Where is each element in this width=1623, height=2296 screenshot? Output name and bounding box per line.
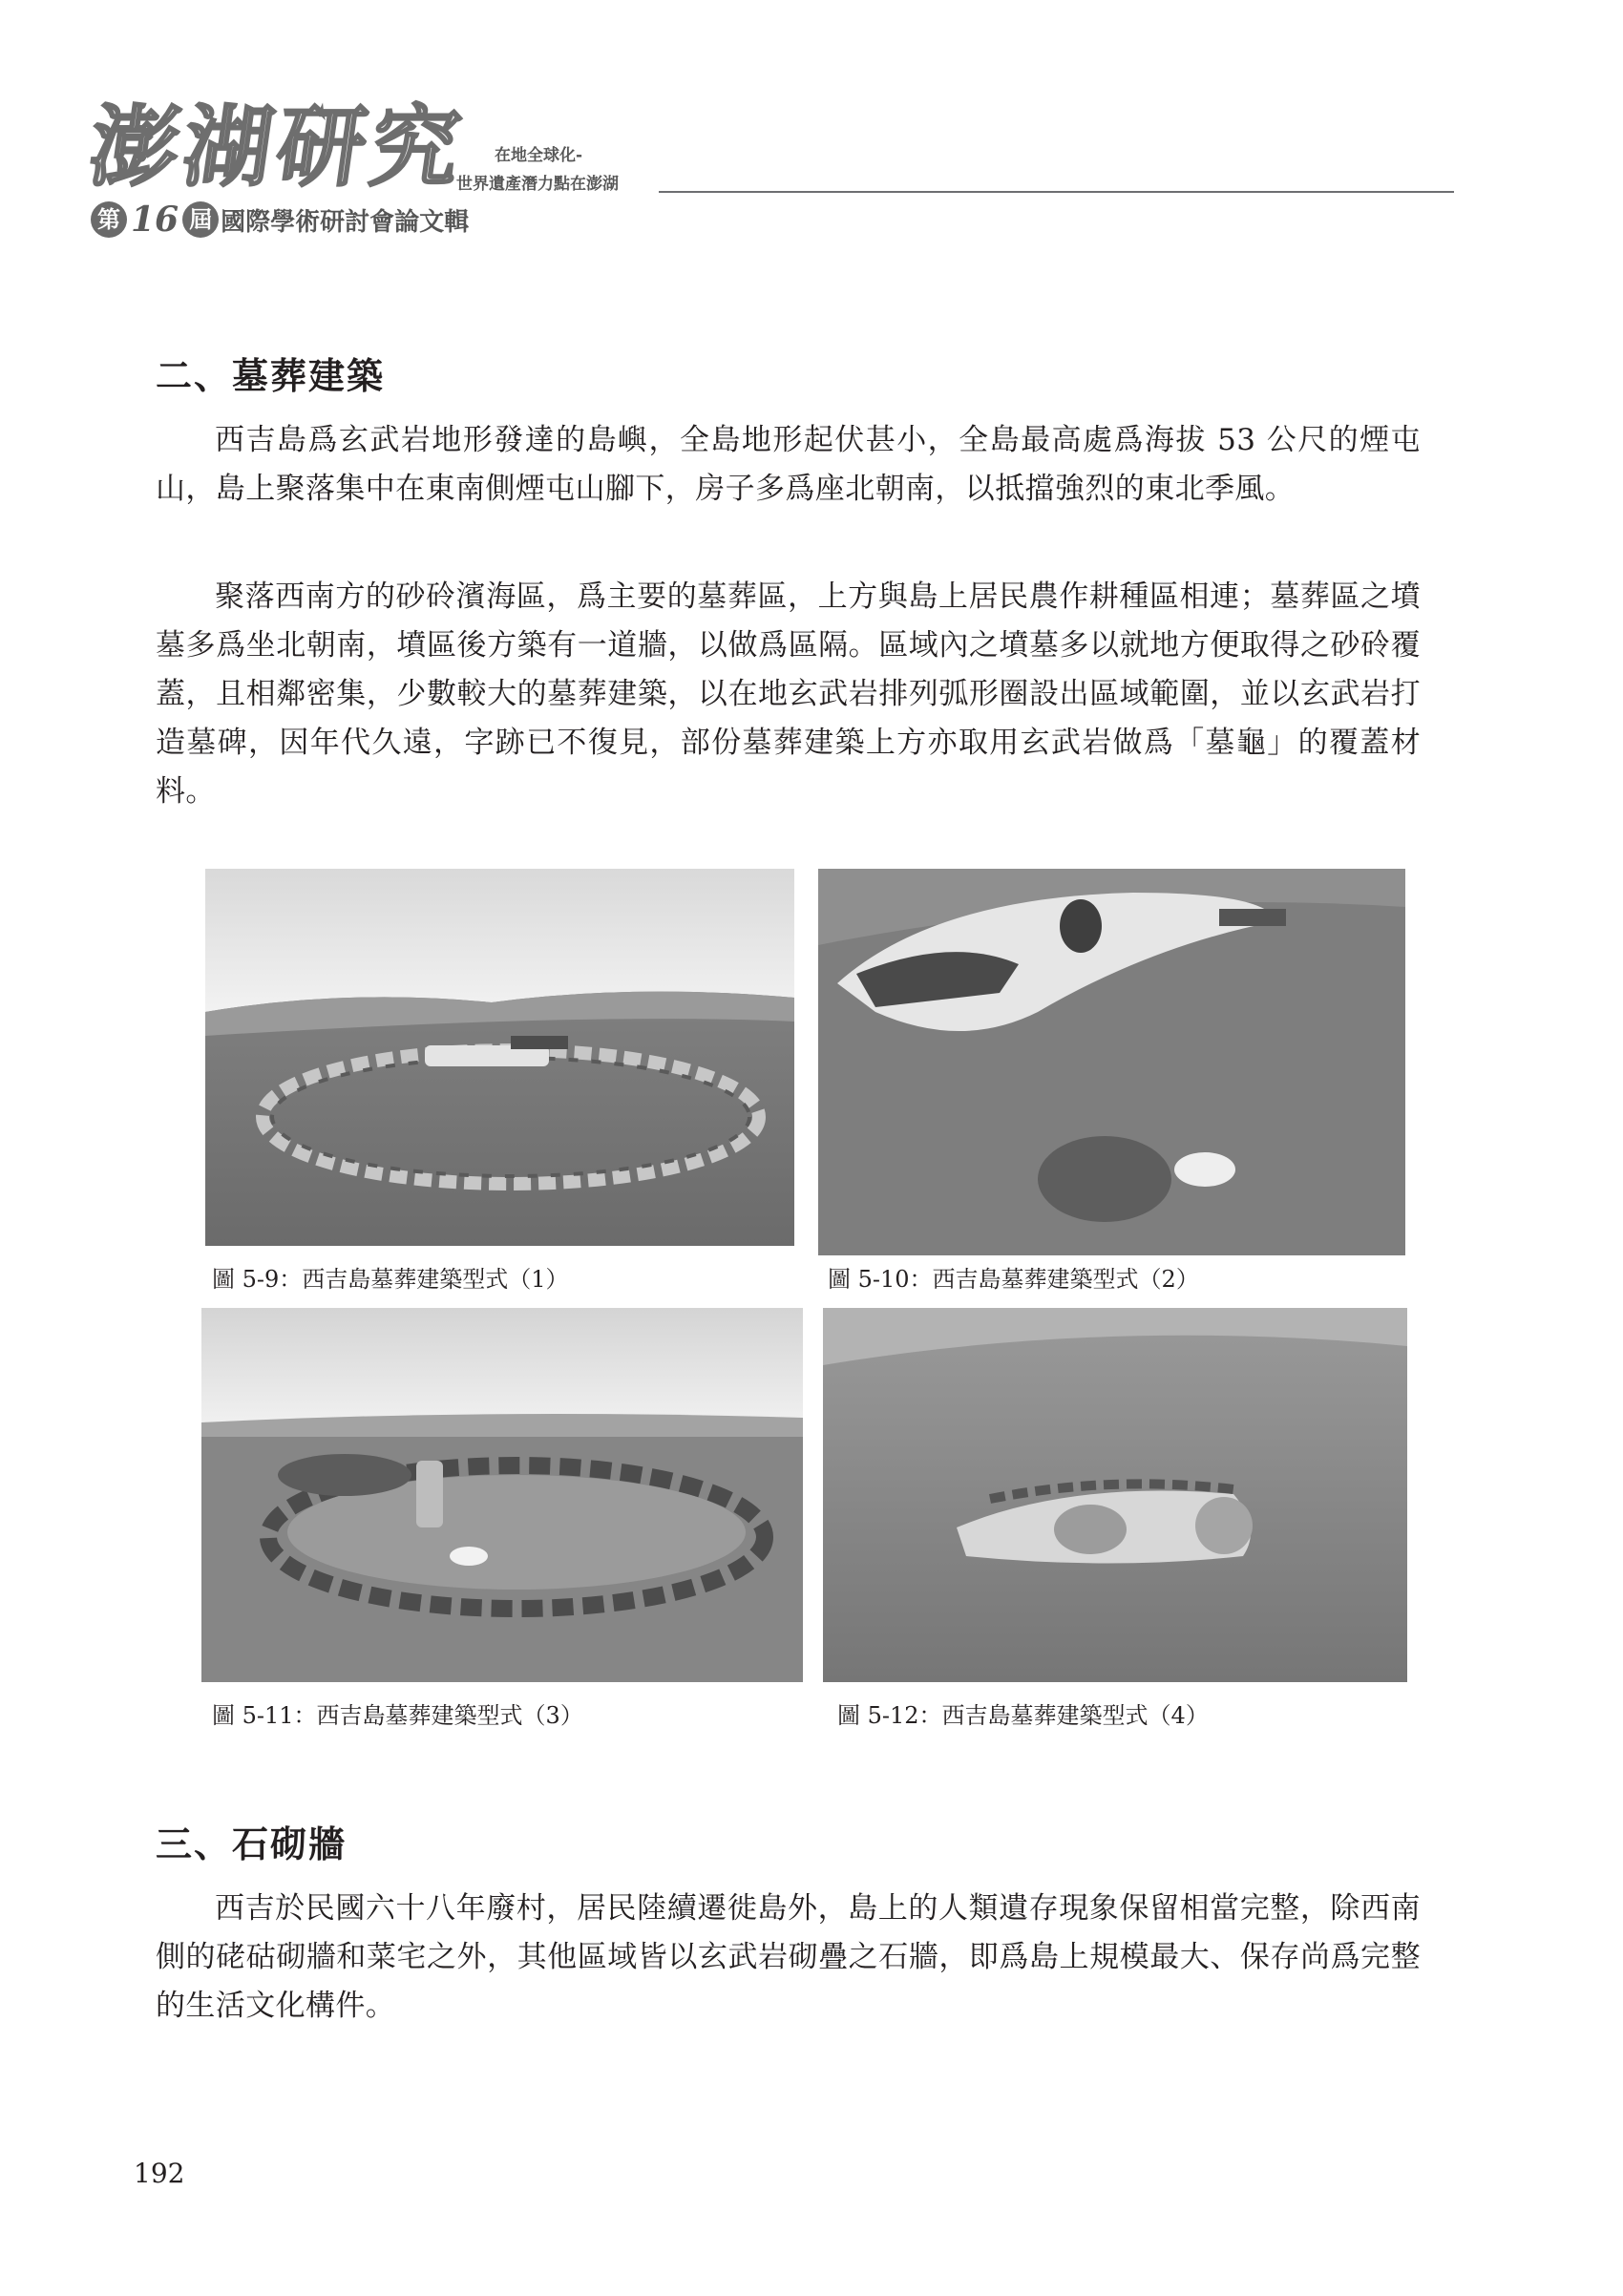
figure-caption: 圖 5-10：西吉島墓葬建築型式（2） [828,1266,1199,1293]
paragraph: 西吉島爲玄武岩地形發達的島嶼，全島地形起伏甚小，全島最高處爲海拔 53 公尺的煙屯山，島上聚落集中在東南側煙屯山腳下，房子多爲座北朝南，以抵擋強烈的東北季風。 [156,423,1421,506]
figure-caption: 圖 5-12：西吉島墓葬建築型式（4） [837,1702,1209,1729]
edition-number: 16 [131,200,179,240]
figure-photo-5-10 [818,869,1405,1255]
figure-photo-5-11 [201,1308,803,1682]
paragraph: 聚落西南方的砂砱濱海區，爲主要的墓葬區，上方與島上居民農作耕種區相連；墓葬區之墳墓多爲坐北朝南，墳區後方築有一道牆，以做爲區隔。區域內之墳墓多以就地方便取得之砂砱覆蓋，且相鄰密集，少數較大的墓葬建築，以在地玄武岩排列弧形圈設出區域範圍，並以玄武岩打造墓碑，因年代久遠，字跡已不復見，部份墓葬建築上方亦取用玄武岩做爲「墓龜」的覆蓋材料。 [156,579,1421,809]
figure-caption: 圖 5-11：西吉島墓葬建築型式（3） [212,1702,583,1729]
journal-masthead [83,95,501,246]
figure-caption: 圖 5-9：西吉島墓葬建築型式（1） [212,1266,569,1293]
figure-photo-5-9 [205,869,794,1246]
page-number: 192 [134,2158,185,2189]
theme-line-1: 在地全球化- [495,146,583,165]
conference-edition [91,199,469,241]
edition-prefix: 第 [91,201,127,238]
theme-line-2: 世界遺產潛力點在澎湖 [456,175,619,194]
edition-suffix: 屆 [182,201,219,238]
conference-name: 國際學術研討會論文輯 [221,207,470,237]
section-heading-tomb-architecture: 二、墓葬建築 [156,354,386,397]
conference-theme [456,141,619,199]
figure-photo-5-12 [823,1308,1407,1682]
paragraph: 西吉於民國六十八年廢村，居民陸續遷徙島外，島上的人類遺存現象保留相當完整，除西南側的硓𥑮砌牆和菜宅之外，其他區域皆以玄武岩砌疊之石牆，即爲島上規模最大、保存尚爲完整的生活文化構件。 [156,1891,1421,2023]
section-heading-stone-wall: 三、石砌牆 [156,1822,348,1865]
header-rule [659,191,1454,193]
journal-title: 澎湖研究 [83,95,473,199]
